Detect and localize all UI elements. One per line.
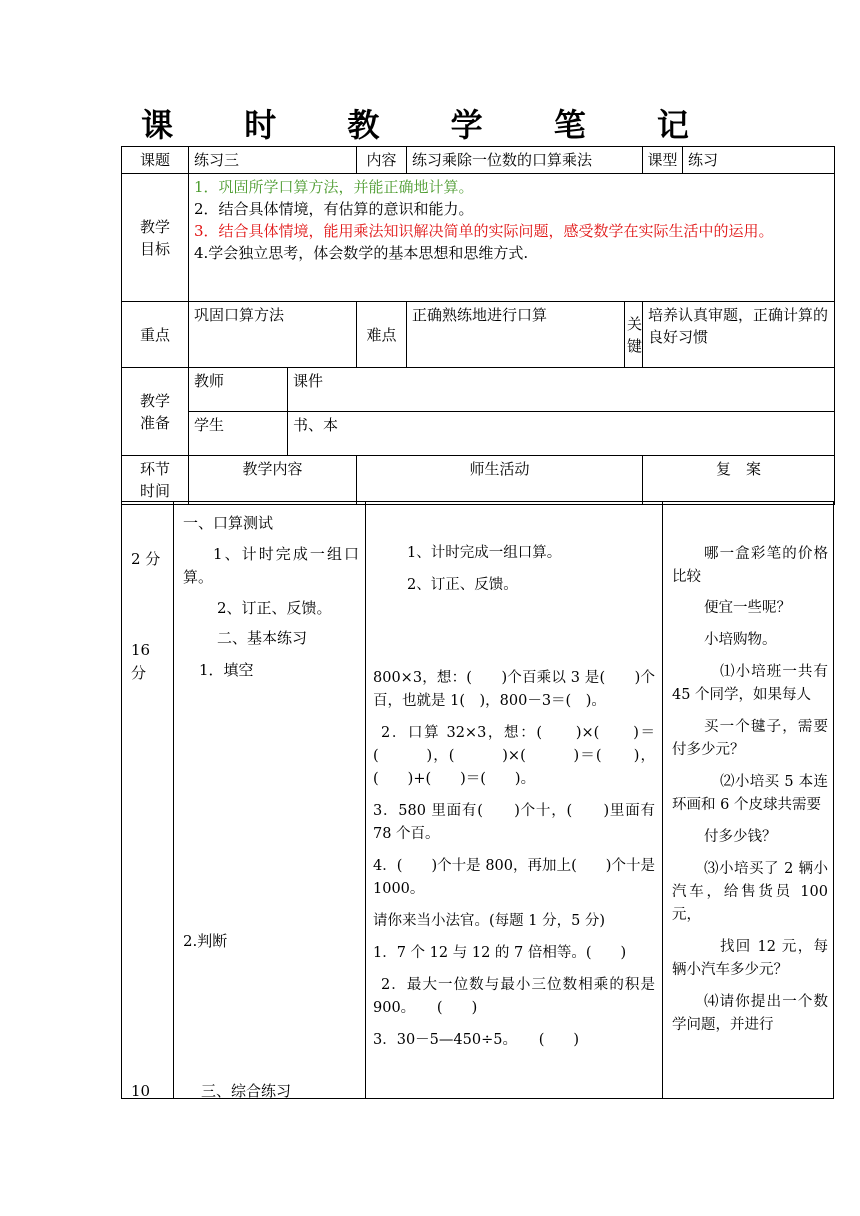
activity-item: 3．580 里面有( )个十，( )里面有 78 个百。 <box>373 803 655 842</box>
review-item: ⑵小培买 5 本连环画和 6 个皮球共需要 <box>672 774 828 813</box>
prep-label: 教学准备 <box>122 368 189 456</box>
activity-item: 2、订正、反馈。 <box>407 577 518 593</box>
time-10: 10 <box>131 1082 151 1100</box>
content-label: 内容 <box>357 147 407 174</box>
crucial-label: 关键 <box>625 302 643 368</box>
column-divider <box>365 502 366 1098</box>
review-item: ⑷请你提出一个数学问题，并进行 <box>672 994 828 1033</box>
goal-item: 3．结合具体情境，能用乘法知识解决简单的实际问题，感受数学在实际生活中的运用。 <box>194 222 774 240</box>
review-item: ⑶小培买了 2 辆小汽车，给售货员 100 元， <box>672 861 828 923</box>
review-item: 便宜一些呢？ <box>704 600 791 616</box>
time-16min: 16 分 <box>131 641 151 682</box>
review-item: ⑴小培班一共有 45 个同学，如果每人 <box>672 664 828 703</box>
difficult-value: 正确熟练地进行口算 <box>407 302 625 368</box>
content-item: 1、计时完成一组口算。 <box>183 545 359 586</box>
section-oral-test: 一、口算测试 <box>183 514 274 532</box>
activity-item: 1、计时完成一组口算。 <box>407 545 562 561</box>
review-item: 找回 12 元，每辆小汽车多少元？ <box>672 939 828 978</box>
key-label: 重点 <box>122 302 189 368</box>
col-header-review: 复 案 <box>643 456 835 505</box>
column-divider <box>173 502 174 1098</box>
goal-item: 1．巩固所学口算方法，并能正确地计算。 <box>194 178 474 196</box>
content-fill-blank: 1．填空 <box>199 661 254 679</box>
content-judge: 2.判断 <box>183 932 228 950</box>
teacher-label: 教师 <box>189 368 288 412</box>
activity-item: 2．口算 32×3，想：( )×( )＝( )，( )×( )＝( )，( )+( )＝( )。 <box>373 725 655 787</box>
goal-item: 4.学会独立思考，体会数学的基本思想和思维方式. <box>194 244 529 262</box>
activity-item: 1．7 个 12 与 12 的 7 倍相等。( ) <box>373 945 627 961</box>
type-label: 课型 <box>643 147 683 174</box>
page-title: 课 时 教 学 笔 记 <box>141 106 719 144</box>
activity-item: 4．( )个十是 800，再加上( )个十是 1000。 <box>373 858 655 897</box>
activity-item: 请你来当小法官。(每题 1 分，5 分) <box>373 913 606 929</box>
time-2min: 2 分 <box>131 550 161 568</box>
review-col <box>672 543 828 1046</box>
col-header-activity: 师生活动 <box>357 456 643 505</box>
crucial-value: 培养认真审题，正确计算的良好习惯 <box>643 302 835 368</box>
section-comprehensive: 三、综合练习 <box>201 1082 292 1100</box>
student-label: 学生 <box>189 412 288 456</box>
lesson-body <box>121 501 834 1099</box>
topic-value: 练习三 <box>189 147 357 174</box>
difficult-label: 难点 <box>357 302 407 368</box>
section-basic-practice: 二、基本练习 <box>217 629 308 647</box>
key-value: 巩固口算方法 <box>189 302 357 368</box>
activity-item: 800×3，想：( )个百乘以 3 是( )个百，也就是 1( )，800－3＝( )。 <box>373 670 655 709</box>
student-value: 书、本 <box>288 412 835 456</box>
activity-col <box>373 542 655 1061</box>
goals-list <box>189 174 835 302</box>
review-item: 买一个毽子，需要付多少元？ <box>672 719 828 758</box>
review-item: 哪一盒彩笔的价格比较 <box>672 546 828 585</box>
type-value: 练习 <box>683 147 835 174</box>
review-item: 付多少钱？ <box>704 829 777 845</box>
topic-label: 课题 <box>122 147 189 174</box>
content-item: 2、订正、反馈。 <box>217 599 332 617</box>
review-item: 小培购物。 <box>704 632 777 648</box>
column-divider <box>662 502 663 1098</box>
content-value: 练习乘除一位数的口算乘法 <box>407 147 643 174</box>
teacher-value: 课件 <box>288 368 835 412</box>
col-header-content: 教学内容 <box>189 456 357 505</box>
activity-item: 3．30－5—450÷5。 ( ) <box>373 1032 580 1048</box>
activity-item: 2．最大一位数与最小三位数相乘的积是 900。 ( ) <box>373 977 655 1016</box>
lesson-info-table <box>121 146 835 505</box>
goals-label: 教学目标 <box>122 174 189 302</box>
col-header-time: 环节时间 <box>122 456 189 505</box>
goal-item: 2．结合具体情境，有估算的意识和能力。 <box>194 200 474 218</box>
